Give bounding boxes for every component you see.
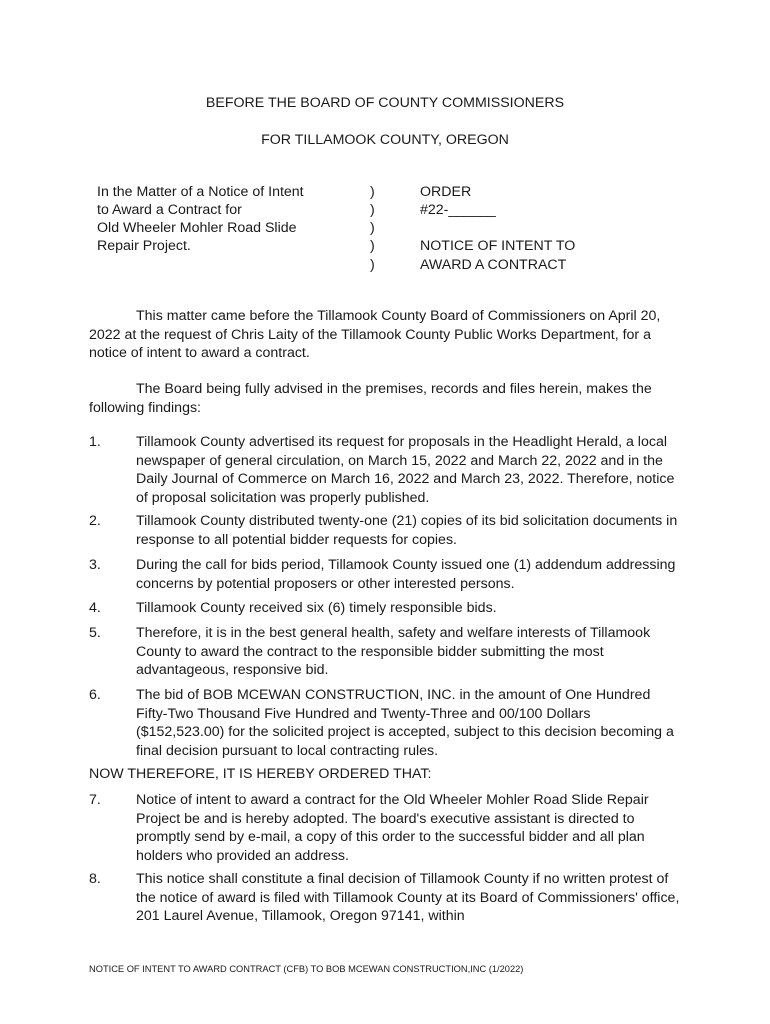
caption-paren: ): [370, 257, 375, 273]
finding-text: Tillamook County received six (6) timely responsible bids.: [136, 600, 497, 616]
finding-text: The bid of BOB MCEWAN CONSTRUCTION, INC. in the amount of One Hundred Fifty-Two Thousand Five Hundred and Twenty-Three and 00/100 Dollars ($152,523.00) for the solicited project is accepted, subject to this decision becoming a final decision pursuant to local contracting rules.: [136, 687, 674, 759]
caption-paren: ): [370, 184, 375, 200]
finding-text: During the call for bids period, Tillamook County issued one (1) addendum addressing concerns by potential proposers or other interested persons.: [136, 557, 676, 592]
order-number: #22-______: [420, 202, 496, 218]
finding-number: 1.: [89, 434, 101, 450]
matter-line: to Award a Contract for: [97, 202, 242, 218]
order-text: This notice shall constitute a final decision of Tillamook County if no written protest of the notice of award is filed with Tillamook County at its Board of Commissioners' office, 201 Laurel Avenue, Tillamook, Oregon 97141, within: [136, 871, 680, 925]
caption-paren: ): [370, 238, 375, 254]
now-therefore-heading: NOW THEREFORE, IT IS HEREBY ORDERED THAT:: [89, 766, 432, 782]
order-number: 8.: [89, 871, 101, 887]
finding-number: 5.: [89, 625, 101, 641]
findings-intro-text: The Board being fully advised in the premises, records and files herein, makes the following findings:: [89, 381, 652, 416]
findings-intro-paragraph: [89, 380, 675, 417]
order-subtitle: AWARD A CONTRACT: [420, 257, 567, 273]
matter-line: In the Matter of a Notice of Intent: [97, 184, 304, 200]
caption-paren: ): [370, 202, 375, 218]
finding-number: 4.: [89, 600, 101, 616]
finding-text: Tillamook County distributed twenty-one (21) copies of its bid solicitation documents in response to all potential bidder requests for copies.: [136, 513, 678, 548]
order-text: Notice of intent to award a contract for the Old Wheeler Mohler Road Slide Repair Project be and is hereby adopted. The board's executive assistant is directed to promptly send by e-mail, a copy of this order to the successful bidder and all plan holders who provided an address.: [136, 792, 649, 864]
matter-line: Repair Project.: [97, 238, 191, 254]
page-footer: NOTICE OF INTENT TO AWARD CONTRACT (CFB) TO BOB MCEWAN CONSTRUCTION,INC (1/2022): [89, 964, 524, 974]
finding-text: Tillamook County advertised its request for proposals in the Headlight Herald, a local newspaper of general circulation, on March 15, 2022 and March 22, 2022 and in the Daily Journal of Commerce on March 16, 2022 and March 23, 2022. Therefore, notice of proposal solicitation was properly published.: [136, 434, 675, 506]
finding-number: 2.: [89, 513, 101, 529]
matter-line: Old Wheeler Mohler Road Slide: [97, 220, 297, 236]
header-line-1: BEFORE THE BOARD OF COUNTY COMMISSIONERS: [205, 95, 565, 111]
order-number: 7.: [89, 792, 101, 808]
intro-text: This matter came before the Tillamook County Board of Commissioners on April 20, 2022 at the request of Chris Laity of the Tillamook County Public Works Department, for a notice of intent to award a contract.: [89, 308, 661, 362]
finding-number: 6.: [89, 687, 101, 703]
caption-paren: ): [370, 220, 375, 236]
intro-paragraph: [89, 307, 675, 363]
finding-text: Therefore, it is in the best general health, safety and welfare interests of Tillamook County to award the contract to the responsible bidder submitting the most advantageous, responsive bid.: [136, 625, 651, 679]
order-subtitle: NOTICE OF INTENT TO: [420, 238, 576, 254]
header-line-2: FOR TILLAMOOK COUNTY, OREGON: [261, 132, 509, 148]
finding-number: 3.: [89, 557, 101, 573]
order-title: ORDER: [420, 184, 472, 200]
